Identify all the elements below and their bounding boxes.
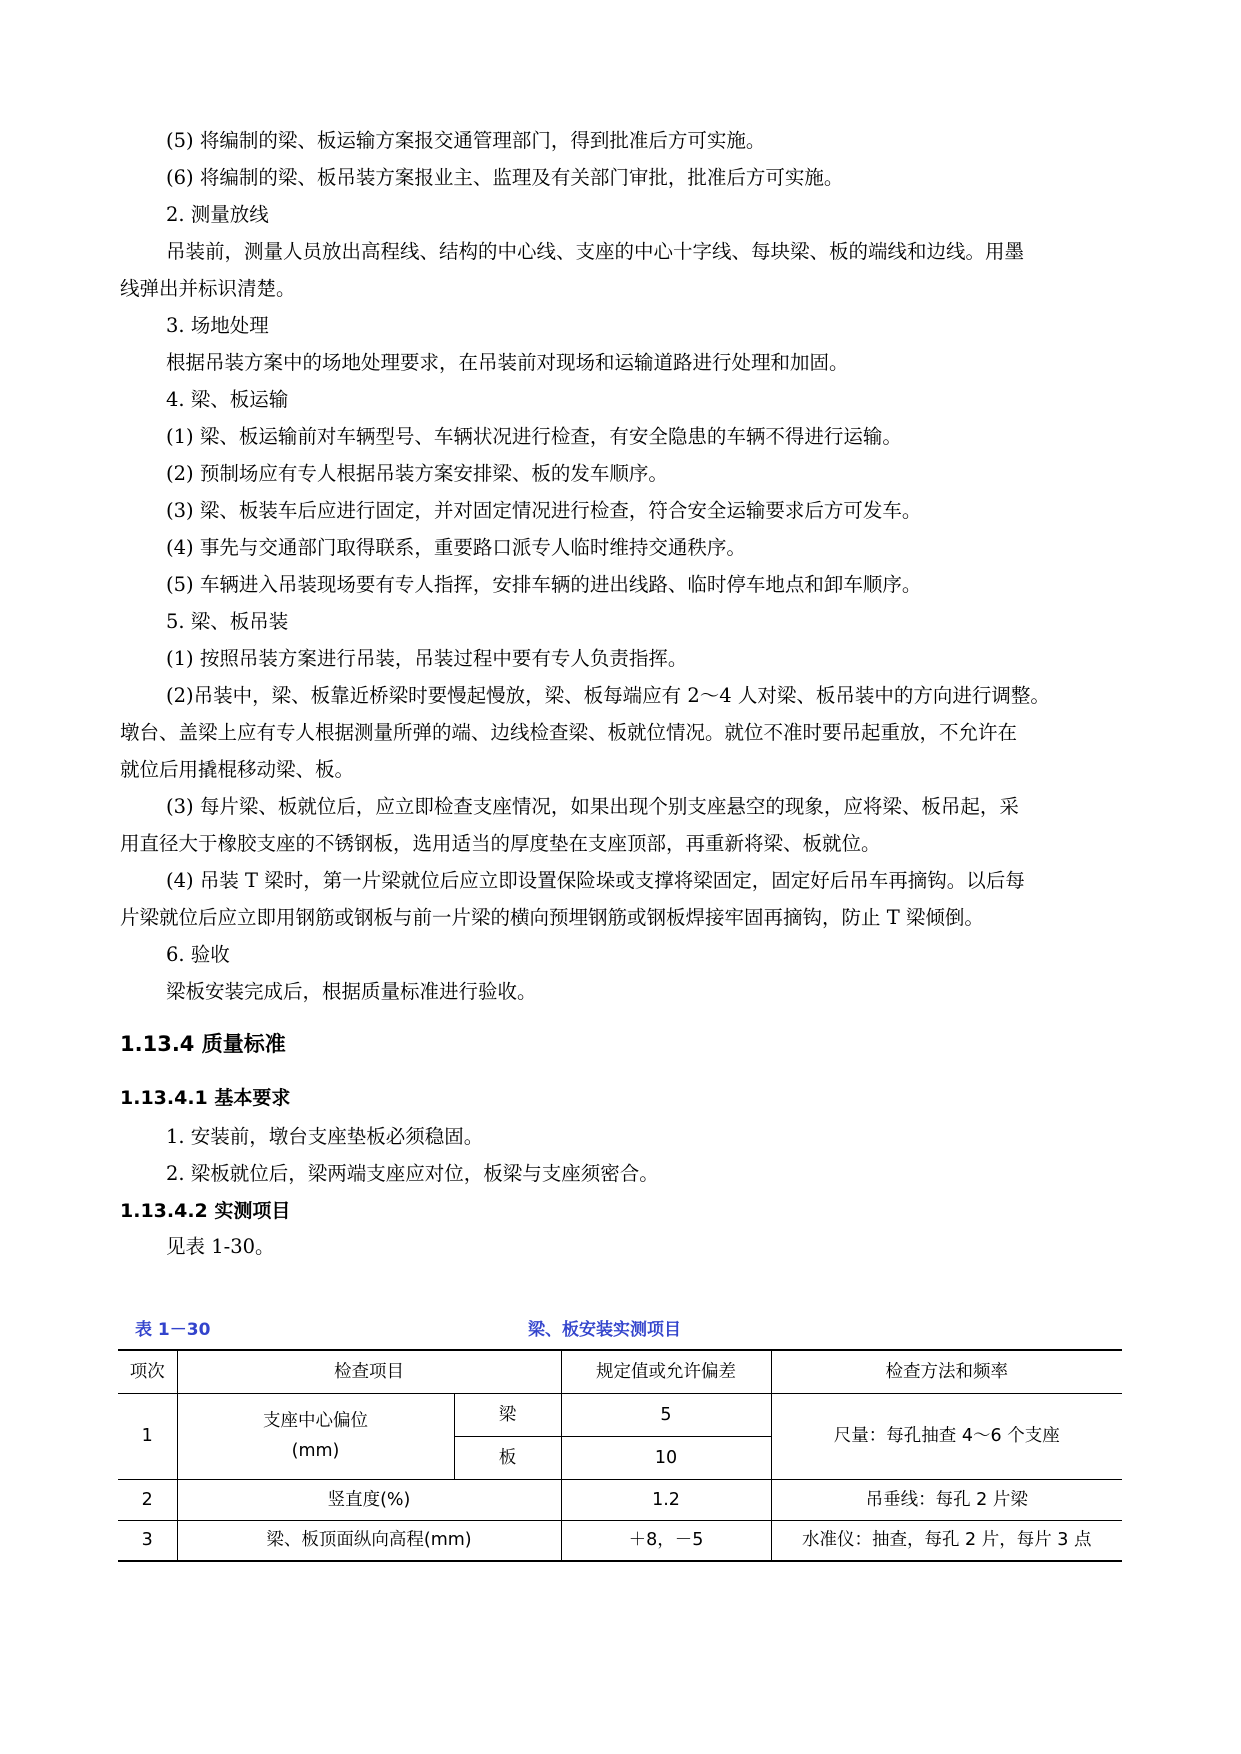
row-no: 3: [118, 1520, 177, 1561]
row-method: 水准仪：抽查，每孔 2 片，每片 3 点: [771, 1520, 1122, 1561]
header-no: 项次: [118, 1350, 177, 1393]
paragraph-acceptance: 梁板安装完成后，根据质量标准进行验收。: [166, 980, 537, 1003]
table-caption-number: 表 1－30: [135, 1320, 211, 1340]
table-caption-title: 梁、板安装实测项目: [528, 1320, 681, 1340]
hoisting-item-4-line1: (4) 吊装 T 梁时，第一片梁就位后应立即设置保险垛或支撑将梁固定，固定好后吊车再摘钩。以后每: [166, 869, 1025, 892]
row-item: 竖直度(%): [177, 1479, 561, 1520]
paragraph-survey-line1: 吊装前，测量人员放出高程线、结构的中心线、支座的中心十字线、每块梁、板的端线和边线。用墨: [166, 240, 1025, 263]
section-title-site: 3. 场地处理: [166, 314, 269, 337]
row-item-line2: (mm): [291, 1441, 340, 1461]
heading-measured-items: 1.13.4.2 实测项目: [120, 1200, 291, 1222]
transport-item-1: (1) 梁、板运输前对车辆型号、车辆状况进行检查，有安全隐患的车辆不得进行运输。: [166, 425, 902, 448]
requirement-1: 1. 安装前，墩台支座垫板必须稳固。: [166, 1125, 484, 1148]
hoisting-item-2-line2: 墩台、盖梁上应有专人根据测量所弹的端、边线检查梁、板就位情况。就位不准时要吊起重放，不允许在: [120, 721, 1018, 744]
row-value: ＋8，－5: [561, 1520, 771, 1561]
transport-item-3: (3) 梁、板装车后应进行固定，并对固定情况进行检查，符合安全运输要求后方可发车。: [166, 499, 922, 522]
row-subitem-slab: 板: [454, 1436, 561, 1479]
row-no: 1: [118, 1393, 177, 1479]
row-item-line1: 支座中心偏位: [263, 1411, 368, 1431]
table-header-row: [118, 1350, 1122, 1393]
hoisting-item-3-line2: 用直径大于橡胶支座的不锈钢板，选用适当的厚度垫在支座顶部，再重新将梁、板就位。: [120, 832, 881, 855]
row-method: 尺量：每孔抽查 4～6 个支座: [771, 1393, 1122, 1479]
row-value-beam: 5: [561, 1393, 771, 1436]
measured-items-table: [118, 1349, 1122, 1562]
see-table-reference: 见表 1-30。: [166, 1235, 275, 1258]
row-method: 吊垂线：每孔 2 片梁: [771, 1479, 1122, 1520]
section-title-survey: 2. 测量放线: [166, 203, 269, 226]
transport-item-2: (2) 预制场应有专人根据吊装方案安排梁、板的发车顺序。: [166, 462, 668, 485]
paragraph-transport-approval: (5) 将编制的梁、板运输方案报交通管理部门，得到批准后方可实施。: [166, 129, 766, 152]
transport-item-4: (4) 事先与交通部门取得联系，重要路口派专人临时维持交通秩序。: [166, 536, 746, 559]
heading-basic-requirements: 1.13.4.1 基本要求: [120, 1087, 291, 1109]
section-title-transport: 4. 梁、板运输: [166, 388, 289, 411]
row-item: [177, 1393, 454, 1479]
hoisting-item-2-line3: 就位后用撬棍移动梁、板。: [120, 758, 355, 781]
row-no: 2: [118, 1479, 177, 1520]
paragraph-site: 根据吊装方案中的场地处理要求，在吊装前对现场和运输道路进行处理和加固。: [166, 351, 849, 374]
row-subitem-beam: 梁: [454, 1393, 561, 1436]
requirement-2: 2. 梁板就位后，梁两端支座应对位，板梁与支座须密合。: [166, 1162, 659, 1185]
heading-quality-standard: 1.13.4 质量标准: [120, 1032, 286, 1056]
row-value: 1.2: [561, 1479, 771, 1520]
header-method: 检查方法和频率: [771, 1350, 1122, 1393]
hoisting-item-1: (1) 按照吊装方案进行吊装，吊装过程中要有专人负责指挥。: [166, 647, 688, 670]
paragraph-hoist-approval: (6) 将编制的梁、板吊装方案报业主、监理及有关部门审批，批准后方可实施。: [166, 166, 844, 189]
transport-item-5: (5) 车辆进入吊装现场要有专人指挥，安排车辆的进出线路、临时停车地点和卸车顺序。: [166, 573, 922, 596]
header-item: 检查项目: [177, 1350, 561, 1393]
table-row: [118, 1520, 1122, 1561]
hoisting-item-3-line1: (3) 每片梁、板就位后，应立即检查支座情况，如果出现个别支座悬空的现象，应将梁、板吊起，采: [166, 795, 1019, 818]
paragraph-survey-line2: 线弹出并标识清楚。: [120, 277, 296, 300]
header-value: 规定值或允许偏差: [561, 1350, 771, 1393]
section-title-acceptance: 6. 验收: [166, 943, 230, 966]
row-value-slab: 10: [561, 1436, 771, 1479]
row-item: 梁、板顶面纵向高程(mm): [177, 1520, 561, 1561]
section-title-hoisting: 5. 梁、板吊装: [166, 610, 289, 633]
hoisting-item-4-line2: 片梁就位后应立即用钢筋或钢板与前一片梁的横向预埋钢筋或钢板焊接牢固再摘钩，防止 T 梁倾倒。: [120, 906, 984, 929]
table-row: [118, 1393, 1122, 1436]
table-row: [118, 1479, 1122, 1520]
hoisting-item-2-line1: (2)吊装中，梁、板靠近桥梁时要慢起慢放，梁、板每端应有 2～4 人对梁、板吊装中的方向进行调整。: [166, 684, 1050, 707]
